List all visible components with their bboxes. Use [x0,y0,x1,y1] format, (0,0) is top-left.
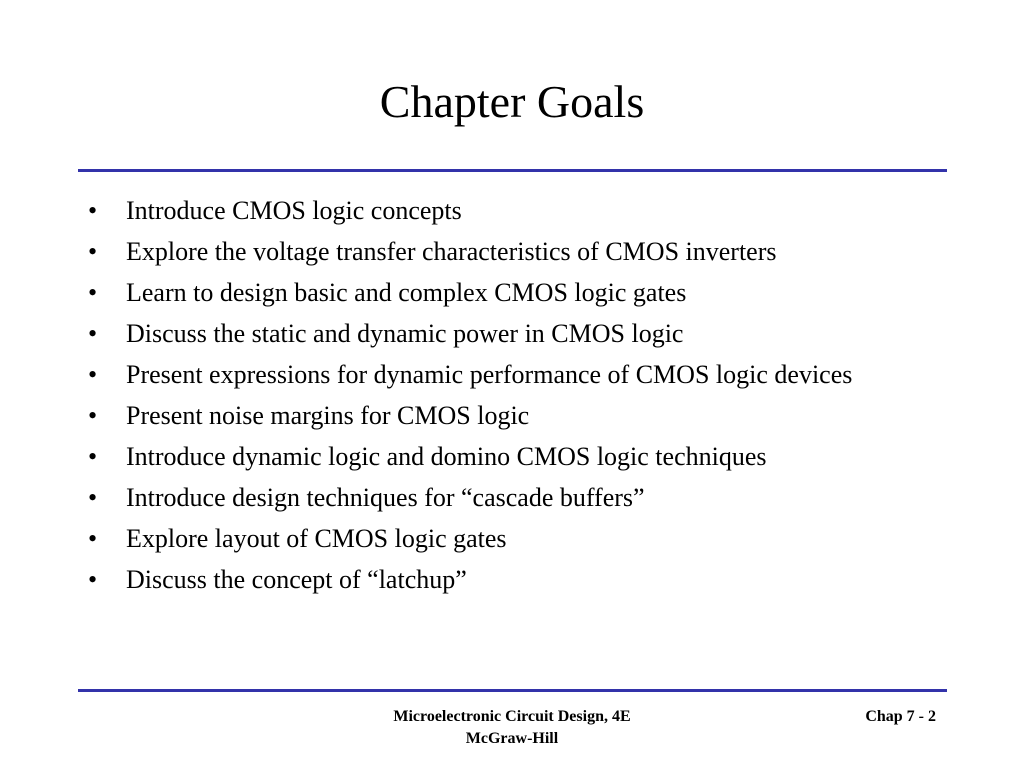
bullet-icon: • [88,319,98,348]
bullet-icon: • [88,401,98,430]
bullet-icon: • [88,442,98,471]
bullet-icon: • [88,196,98,225]
list-item [88,522,948,555]
list-item [88,481,948,514]
list-item-text: Explore the voltage transfer characteristics of CMOS inverters [126,237,777,266]
list-item-text: Learn to design basic and complex CMOS logic gates [126,278,687,307]
footer-book-title: Microelectronic Circuit Design, 4E [393,708,631,725]
page-number: Chap 7 - 2 [865,708,936,725]
list-item [88,235,948,268]
goals-list [88,194,948,604]
list-item-text: Introduce dynamic logic and domino CMOS logic techniques [126,442,767,471]
bullet-icon: • [88,483,98,512]
bullet-icon: • [88,524,98,553]
slide-title: Chapter Goals [379,76,645,127]
list-item-text: Explore layout of CMOS logic gates [126,524,507,553]
footer-publisher: McGraw-Hill [465,730,559,747]
list-item [88,563,948,596]
list-item [88,276,948,309]
list-item-text: Introduce CMOS logic concepts [126,196,462,225]
list-item [88,317,948,350]
bullet-icon: • [88,565,98,594]
list-item [88,358,948,391]
list-item-text: Present expressions for dynamic performance of CMOS logic devices [126,360,853,389]
list-item-text: Present noise margins for CMOS logic [126,401,530,430]
list-item-text: Discuss the concept of “latchup” [126,565,467,594]
list-item-text: Introduce design techniques for “cascade buffers” [126,483,645,512]
bullet-icon: • [88,360,98,389]
footer-book-info [312,706,712,750]
bullet-icon: • [88,278,98,307]
bullet-icon: • [88,237,98,266]
list-item [88,399,948,432]
footer-divider [78,689,947,692]
list-item [88,440,948,473]
list-item-text: Discuss the static and dynamic power in CMOS logic [126,319,684,348]
list-item [88,194,948,227]
title-divider [78,169,947,172]
